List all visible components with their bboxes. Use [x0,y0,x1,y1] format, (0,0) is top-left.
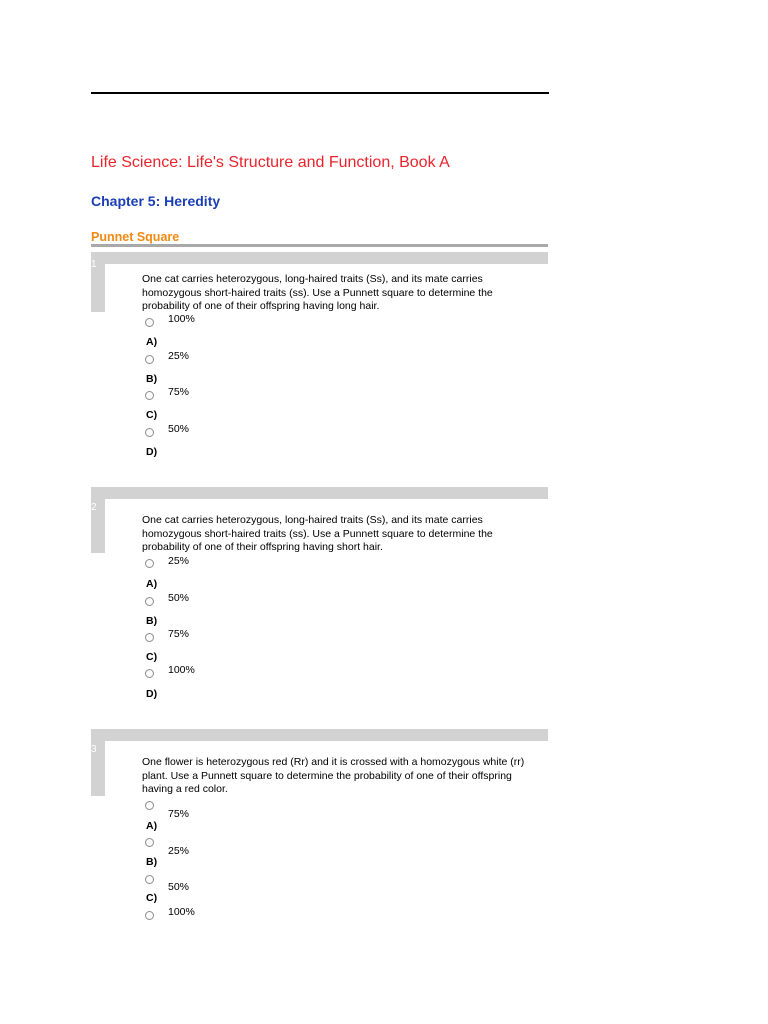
option-b-letter: B) [146,373,158,385]
option-b-value: 50% [168,592,190,604]
top-rule [91,92,549,94]
option-c-letter: C) [146,409,158,421]
question-number-column [91,729,105,796]
option-d-value: 100% [168,664,195,676]
option-d-value: 100% [168,906,195,918]
option-d-radio[interactable] [145,911,154,920]
option-c-value: 75% [168,386,190,398]
section-title: Punnet Square [91,230,180,244]
option-a-letter: A) [146,336,158,348]
option-c-letter: C) [146,651,158,663]
question-number-column [91,487,105,553]
option-c-value: 50% [168,881,190,893]
option-c-letter: C) [146,892,158,904]
section-divider [91,244,548,247]
option-d-radio[interactable] [145,669,154,678]
option-b-value: 25% [168,350,190,362]
option-b-letter: B) [146,856,158,868]
option-d-value: 50% [168,423,190,435]
option-a-letter: A) [146,820,158,832]
option-b-radio[interactable] [145,597,154,606]
option-d-letter: D) [146,688,158,700]
question-number: 2 [91,502,97,513]
book-title: Life Science: Life's Structure and Function, Book A [91,154,450,171]
option-a-value: 25% [168,555,190,567]
option-a-value: 100% [168,313,195,325]
question-text: One flower is heterozygous red (Rr) and it is crossed with a homozygous white (rr) plant. Use a Punnett square to determine the probability of one of their offspring having a red color. [142,756,525,795]
question-text: One cat carries heterozygous, long-haired traits (Ss), and its mate carries homozygous short-haired traits (ss). Use a Punnett square to determine the probability of one of their offspring having short hair. [142,514,493,553]
option-b-radio[interactable] [145,838,154,847]
option-a-radio[interactable] [145,801,154,810]
option-c-radio[interactable] [145,875,154,884]
question-header-bar [91,252,548,264]
option-a-letter: A) [146,578,158,590]
question-text: One cat carries heterozygous, long-haired traits (Ss), and its mate carries homozygous short-haired traits (ss). Use a Punnett square to determine the probability of one of their offspring having long hair. [142,273,493,312]
option-c-value: 75% [168,628,190,640]
chapter-title: Chapter 5: Heredity [91,193,221,209]
option-c-radio[interactable] [145,391,154,400]
option-a-radio[interactable] [145,559,154,568]
option-a-radio[interactable] [145,318,154,327]
question-number: 3 [91,744,97,755]
option-b-letter: B) [146,615,158,627]
question-header-bar [91,487,548,499]
option-d-letter: D) [146,446,158,458]
option-b-value: 25% [168,845,190,857]
option-b-radio[interactable] [145,355,154,364]
question-header-bar [91,729,548,741]
option-a-value: 75% [168,808,190,820]
option-d-radio[interactable] [145,428,154,437]
question-number: 1 [91,259,97,270]
option-c-radio[interactable] [145,633,154,642]
